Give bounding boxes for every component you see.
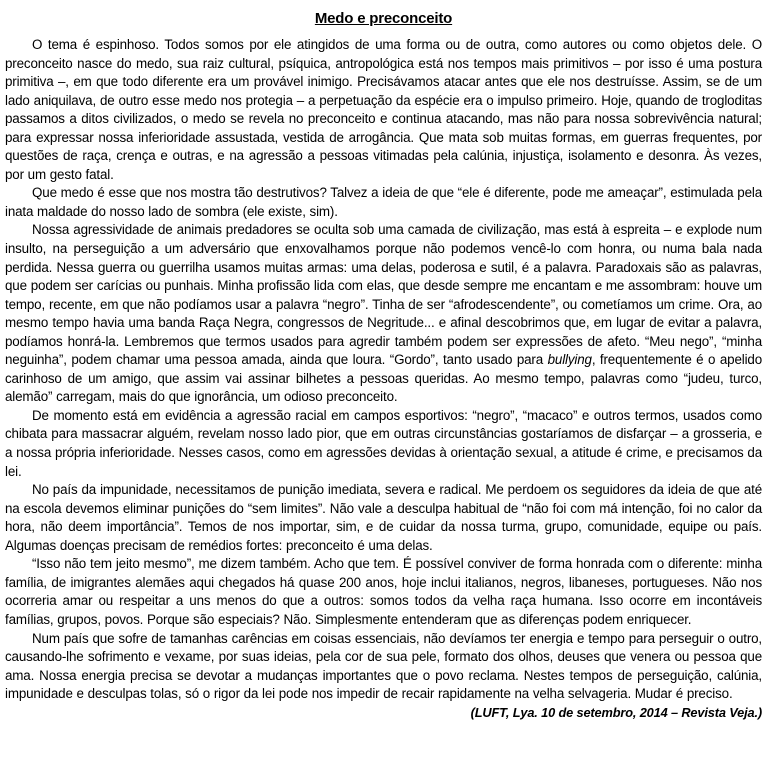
article-body: [5, 36, 762, 704]
paragraph: [5, 407, 762, 481]
paragraph-text: De momento está em evidência a agressão racial em campos esportivos: “negro”, “macaco” e outros termos, usados como chibata para massacrar alguém, revelam nosso lado pior, que em outras circunstâncias gostaríamos de disfarçar – a grosseria, e a nossa própria inferioridade. Nesses casos, como em agressões devidas à orientação sexual, a atitude é crime, e precisamos da lei.: [5, 407, 762, 479]
page-title: Medo e preconceito: [314, 10, 453, 27]
paragraph: [5, 555, 762, 629]
credit-line: (LUFT, Lya. 10 de setembro, 2014 – Revista Veja.): [470, 704, 762, 720]
paragraph: [5, 36, 762, 184]
paragraph-text: Que medo é esse que nos mostra tão destrutivos? Talvez a ideia de que “ele é diferente, pode me ameaçar”, estimulada pela inata maldade do nosso lado de sombra (ele existe, sim).: [5, 185, 762, 219]
paragraph: [5, 184, 762, 221]
paragraph: [5, 481, 762, 555]
paragraph-text: O tema é espinhoso. Todos somos por ele atingidos de uma forma ou de outra, como autores ou como objetos dele. O preconceito nasce do medo, sua raiz cultural, psíquica, antropológica está nos tempos mais primitivos – por isso é uma postura primitiva –, em que todo diferente era um provável inimigo. Precisávamos atacar antes que ele nos destruísse. Assim, se de um lado aniquilava, de outro esse medo nos protegia – a perpetuação da espécie era o impulso primeiro. Hoje, quando de trogloditas passamos a ditos civilizados, o medo se revela no preconceito e continua atacando, mas não para nossa sobrevivência natural; para expressar nossa inferioridade assustada, vestida de arrogância. Que mata sob muitas formas, em guerras frequentes, por questões de raça, crença e outras, e na agressão a pessoas vitimadas pela calúnia, injustiça, isolamento e desonra. Às vezes, por um gesto fatal.: [5, 37, 762, 182]
paragraph-text: Num país que sofre de tamanhas carências em coisas essenciais, não devíamos ter energia e tempo para perseguir o outro, causando-lhe sofrimento e vexame, por suas ideias, pela cor de sua pele, formato dos olhos, deuses que venera ou pessoa que ama. Nossa energia precisa se devotar a mudanças importantes que o povo reclama. Nestes tempos de perseguição, calúnia, impunidade e desculpas tolas, só o rigor da lei pode nos impedir de recair rapidamente na velha selvageria. Mudar é preciso.: [5, 630, 762, 702]
paragraph: [5, 221, 762, 406]
paragraph-text: Nossa agressividade de animais predadores se oculta sob uma camada de civilização, mas está à espreita – e explode num insulto, na perseguição a um adversário que enxovalhamos porque não podemos vencê-lo com honra, ou numa bala nada perdida. Nessa guerra ou guerrilha usamos muitas armas: uma delas, poderosa e sutil, é a palavra. Paradoxais são as palavras, que podem ser carícias ou punhais. Minha profissão lida com elas, que desde sempre me encantam e me assombram: houve um tempo, recente, em que não podíamos usar a palavra “negro”. Tinha de ser “afrodescendente”, ou cometíamos um crime. Ora, ao mesmo tempo havia uma banda Raça Negra, congressos de Negritude... e afinal descobrimos que, em lugar de evitar a palavra, podíamos honrá-la. Lembremos que termos usados para agredir também podem ser expressões de afeto. “Meu nego”, “minha neguinha”, podem chamar uma pessoa amada, ainda que loura. “Gordo”, tanto usado para: [5, 222, 762, 368]
paragraph-text: No país da impunidade, necessitamos de punição imediata, severa e radical. Me perdoem os seguidores da ideia de que até na escola devemos eliminar punições do “sem limites”. Não vale a desculpa habitual de “não foi com má intenção, foi no calor da hora, não deem importância”. Temos de nos importar, sim, e de cuidar da nossa turma, grupo, comunidade, equipe ou país. Algumas doenças precisam de remédios fortes: preconceito é uma delas.: [5, 482, 762, 553]
paragraph-text: “Isso não tem jeito mesmo”, me dizem também. Acho que tem. É possível conviver de forma honrada com o diferente: minha família, de imigrantes alemães aqui chegados há quase 200 anos, hoje inclui italianos, negros, libaneses, portugueses. Não nos ocorreria amar ou respeitar a uns menos do que a outros: somos todos da velha raça humana. Isso ocorre em incontáveis famílias, grupos, povos. Porque são especiais? Não. Simplesmente entenderam que as diferenças podem enriquecer.: [5, 556, 762, 627]
paragraph: [5, 630, 762, 704]
italic-term: bullying: [547, 352, 592, 368]
paragraph-text: , frequentemente é o apelido carinhoso de um amigo, que assim vai assinar bilhetes a pessoas queridas. Ao mesmo tempo, palavras como “judeu, turco, alemão” carregam, mais do que ignorância, um odioso preconceito.: [5, 352, 762, 405]
